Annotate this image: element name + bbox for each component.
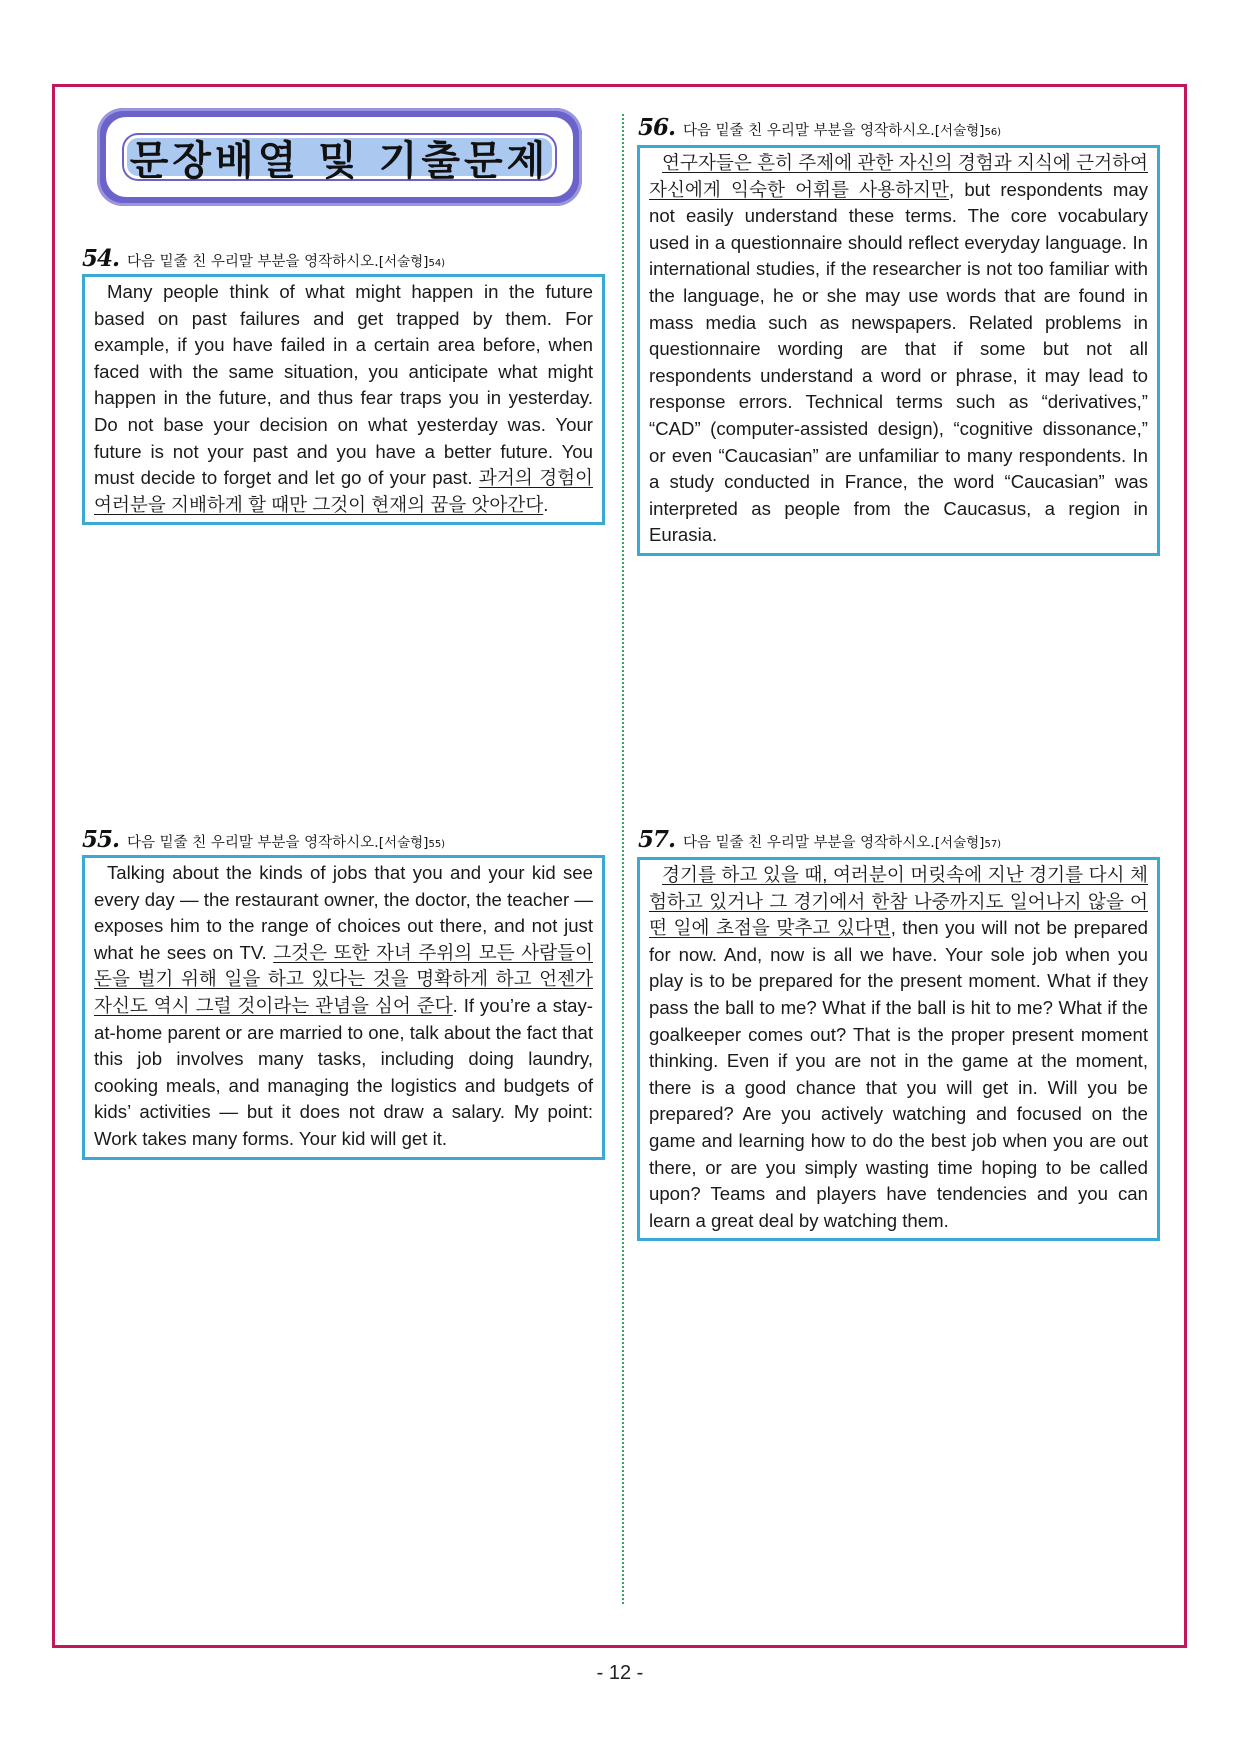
underlined-target: 경기를 하고 있을 때, 여러분이 머릿속에 지난 경기를 다시 체험하고 있거나 그 경기에서 한참 나중까지도 일어나지 않을 어떤 일에 초점을 맞추고 있다면 [649,864,1148,939]
question-ref: 57) [984,839,1002,850]
question-ref: 54) [428,258,446,269]
question-56-passage [637,145,1160,556]
passage-text: , then you will not be prepared for now. And, now is all we have. Your sole job when you play is to be prepared for the present moment. What if they pass the ball to me? What if the ball is hit to me? What if the goalkeeper comes out? That is the proper present moment thinking. Even if you are not in the game at the moment, there is a good chance that you will get in. Will you be prepared? Are you actively watching and focused on the game and learning how to do the best job when you are out there, or are you simply wasting time hoping to be called upon? Teams and players have tendencies and you can learn a great deal by watching them. [649,917,1149,1231]
badge-frame [106,117,573,197]
question-instruction: 다음 밑줄 친 우리말 부분을 영작하시오. [683,123,935,139]
question-number: 55. [82,826,120,853]
question-instruction: 다음 밑줄 친 우리말 부분을 영작하시오. [127,254,379,270]
question-number: 56. [638,114,676,141]
question-instruction: 다음 밑줄 친 우리말 부분을 영작하시오. [127,835,379,851]
question-57-passage [637,857,1160,1241]
question-55-heading [82,826,445,853]
underlined-target: 연구자들은 흔히 주제에 관한 자신의 경험과 지식에 근거하여 자신에게 익숙한 어휘를 사용하지만 [649,152,1148,200]
question-54-passage [82,274,605,525]
question-number: 54. [82,245,120,272]
passage-text: . If you’re a stay-at-home parent or are married to one, talk about the fact that this job involves many tasks, including doing laundry, cooking meals, and managing the logistics and budgets of kids’ activities — but it does not draw a salary. My point: Work takes many forms. Your kid will get it. [94,994,593,1149]
question-54-heading [82,245,445,272]
question-ref: 55) [428,839,446,850]
passage-text: , but respondents may not easily understand these terms. The core vocabulary used in a questionnaire should reflect everyday language. In international studies, if the researcher is not too familiar with the language, he or she may use words that are found in mass media such as newspapers. Related problems in questionnaire wording are that if some but not all respondents understand a word or phrase, it may lead to response errors. Technical terms such as “derivatives,” “CAD” (computer-assisted design), “cognitive dissonance,” or even “Caucasian” are unfamiliar to many respondents. In a study conducted in France, the word “Caucasian” was interpreted as people from the Caucasus, a region in Eurasia. [649,178,1148,546]
question-56-heading [638,114,1001,141]
passage-text: Talking about the kinds of jobs that you and your kid see every day — the restaurant owner, the doctor, the teacher — exposes him to the range of choices out there, and not just what he sees on TV. [94,862,593,963]
column-divider [622,114,624,1604]
underlined-target: 그것은 또한 자녀 주위의 모든 사람들이 돈을 벌기 위해 일을 하고 있다는 것을 명확하게 하고 언젠가 자신도 역시 그럴 것이라는 관념을 심어 준다 [94,941,593,1016]
question-57-heading [638,826,1001,853]
question-type: [서술형] [378,254,429,270]
question-type: [서술형] [934,123,985,139]
question-number: 57. [638,826,676,853]
page-number: - 12 - [596,1662,644,1684]
question-type: [서술형] [378,835,429,851]
question-ref: 56) [984,127,1002,138]
passage-text: Many people think of what might happen in the future based on past failures and get trapped by them. For example, if you have failed in a certain area before, when faced with the same situation, you anticipate what might happen in the future, and thus fear traps you in yesterday. Do not base your decision on what yesterday was. Your future is not your past and you have a better future. You must decide to forget and let go of your past. [94,281,593,489]
section-title-badge [97,108,582,206]
underlined-target: 과거의 경험이 여러분을 지배하게 할 때만 그것이 현재의 꿈을 앗아간다 [94,467,594,515]
section-title: 문장배열 및 기출문제 [129,137,550,184]
question-type: [서술형] [934,835,985,851]
question-instruction: 다음 밑줄 친 우리말 부분을 영작하시오. [683,835,935,851]
badge-panel [124,135,555,184]
question-55-passage [82,855,605,1160]
passage-text: . [543,493,549,515]
